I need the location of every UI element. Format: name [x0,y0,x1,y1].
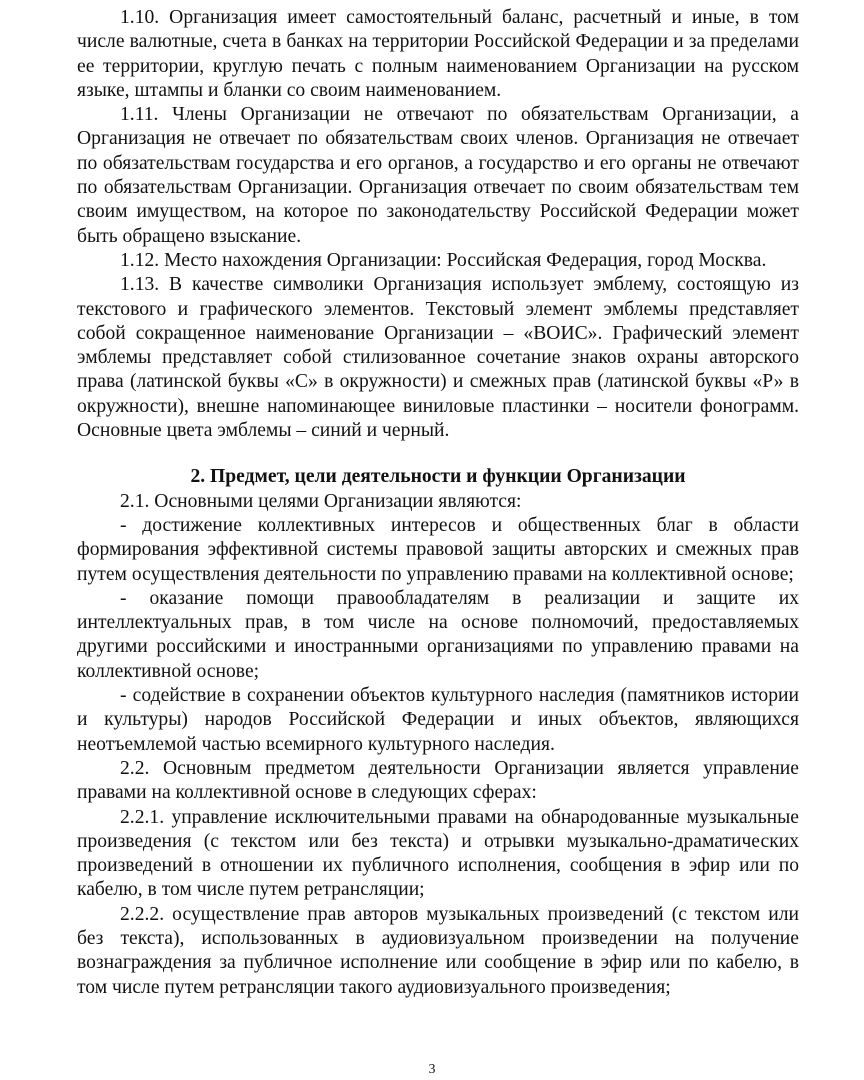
paragraph-1-11: 1.11. Члены Организации не отвечают по обязательствам Организации, а Организация не отвечает по обязательствам своих членов. Организация не отвечает по обязательствам государства и его органов, а государство и его органы не отвечают по обязательствам Организации. Организация отвечает по своим обязательствам тем своим имуществом, на которое по законодательству Российской Федерации может быть обращено взыскание. [77,104,799,247]
list-item-goal-1: - достижение коллективных интересов и общественных благ в области формирования эффективной системы правовой защиты авторских и смежных прав путем осуществления деятельности по управлению правами на коллективной основе; [77,514,799,585]
paragraph-2-2-1: 2.2.1. управление исключительными правами на обнародованные музыкальные произведения (с текстом или без текста) и отрывки музыкально-драматических произведений в отношении их публичного исполнения, сообщения в эфир или по кабелю, в том числе путем ретрансляции; [77,806,799,901]
paragraph-1-13: 1.13. В качестве символики Организация использует эмблему, состоящую из текстового и графического элементов. Текстовый элемент эмблемы представляет собой сокращенное наименование Организации – «ВОИС». Графический элемент эмблемы представляет собой стилизованное сочетание знаков охраны авторского права (латинской буквы «С» в окружности) и смежных прав (латинской буквы «Р» в окружности), внешне напоминающее виниловые пластинки – носители фонограмм. Основные цвета эмблемы – синий и черный. [77,274,799,442]
list-item-goal-2: - оказание помощи правообладателям в реализации и защите их интеллектуальных прав, в том числе на основе полномочий, предоставляемых другими российскими и иностранными организациями по управлению правами на коллективной основе; [77,587,799,682]
paragraph-2-2: 2.2. Основным предметом деятельности Организации является управление правами на коллективной основе в следующих сферах: [77,757,799,804]
paragraph-2-2-2: 2.2.2. осуществление прав авторов музыкальных произведений (с текстом или без текста), использованных в аудиовизуальном произведении на получение вознаграждения за публичное исполнение или сообщение в эфир или по кабелю, в том числе путем ретрансляции такого аудиовизуального произведения; [77,903,799,998]
paragraph-1-10: 1.10. Организация имеет самостоятельный баланс, расчетный и иные, в том числе валютные, счета в банках на территории Российской Федерации и за пределами ее территории, круглую печать с полным наименованием Организации на русском языке, штампы и бланки со своим наименованием. [77,7,799,101]
document-page [77,6,799,1000]
page-number: 3 [428,1062,436,1077]
paragraph-2-1: 2.1. Основными целями Организации являются: [120,490,522,512]
section-2-heading: 2. Предмет, цели деятельности и функции Организации [190,466,686,488]
list-item-goal-3: - содействие в сохранении объектов культурного наследия (памятников истории и культуры) народов Российской Федерации и иных объектов, являющихся неотъемлемой частью всемирного культурного наследия. [77,685,799,755]
paragraph-1-12: 1.12. Место нахождения Организации: Российская Федерация, город Москва. [120,249,767,271]
